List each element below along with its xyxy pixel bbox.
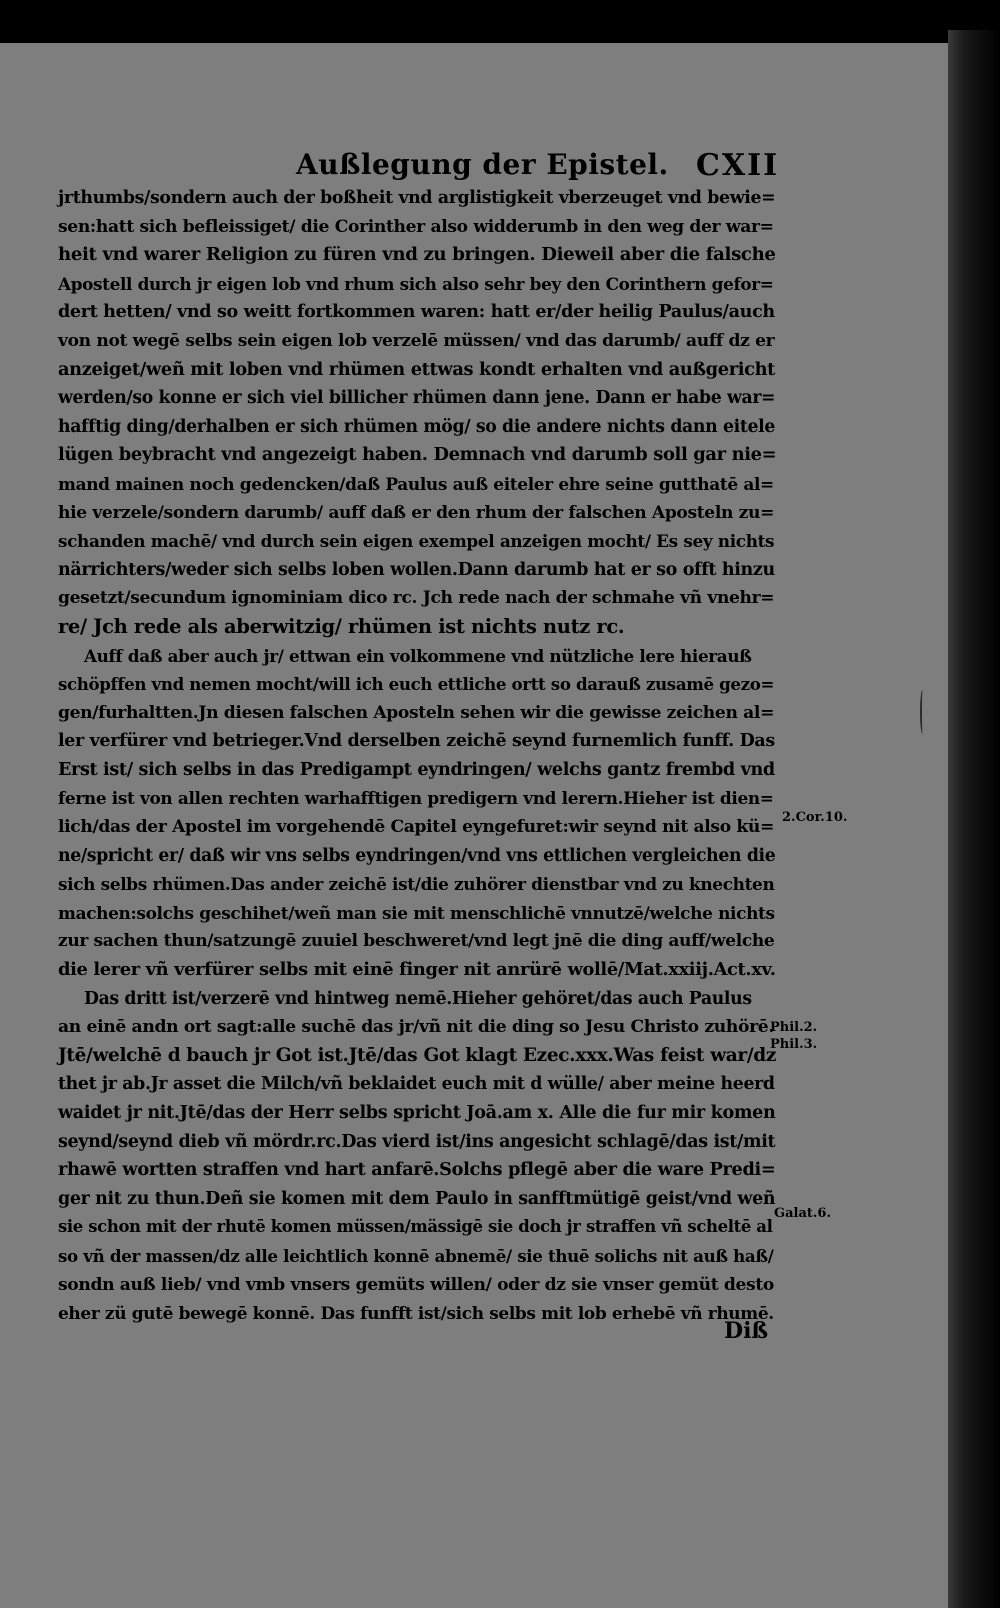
text-line: lügen beybracht vnd angezeigt haben. Demnach vnd darumb soll gar nie= — [58, 444, 777, 466]
text-line: närrichters/weder sich selbs loben wollen.Dann darumb hat er so offt hinzu — [58, 559, 775, 580]
text-line: ler verfürer vnd betrieger.Vnd derselben zeichē seynd furnemlich funff. Das — [58, 731, 775, 752]
text-line: machen:solchs geschihet/weñ man sie mit menschlichē vnnutzē/welche nichts — [58, 902, 775, 923]
text-line: mand mainen noch gedencken/daß Paulus auß eiteler ehre seine gutthatē al= — [58, 473, 774, 494]
text-line: von not wegē selbs sein eigen lob verzelē müssen/ vnd das darumb/ auff dz er — [58, 330, 775, 351]
text-line: jrthumbs/sondern auch der boßheit vnd arglistigkeit vberzeuget vnd bewie= — [58, 188, 776, 208]
text-line: schöpffen vnd nemen mocht/will ich euch ettliche ortt so darauß zusamē gezo= — [58, 674, 775, 695]
margin-note: Phil.2. — [770, 1020, 818, 1035]
text-line: Auff daß aber auch jr/ ettwan ein volkommene vnd nützliche lere hierauß — [84, 645, 752, 666]
text-line: seynd/seynd dieb vñ mördr.rc.Das vierd ist/ins angesicht schlagē/das ist/mit — [58, 1131, 776, 1152]
margin-note: 2.Cor.10. — [782, 810, 848, 825]
text-line: lich/das der Apostel im vorgehendē Capitel eyngefuret:wir seynd nit also kü= — [58, 817, 774, 838]
running-head-title: Außlegung der Epistel. — [296, 148, 669, 181]
text-line: die lerer vñ verfürer selbs mit einē finger nit anrürē wollē/Mat.xxiij.Act.xv. — [58, 959, 776, 981]
margin-note: Phil.3. — [770, 1037, 818, 1052]
text-line: so vñ der massen/dz alle leichtlich konnē abnemē/ sie thuē solichs nit auß haß/ — [58, 1245, 774, 1266]
text-line: waidet jr nit.Jtē/das der Herr selbs spricht Joā.am x. Alle die fur mir komen — [58, 1102, 776, 1123]
text-line: sich selbs rhümen.Das ander zeichē ist/die zuhörer dienstbar vnd zu knechten — [58, 874, 775, 895]
body-text — [58, 184, 778, 1328]
text-line: sie schon mit der rhutē komen müssen/mässigē sie doch jr straffen vñ scheltē al — [58, 1217, 773, 1237]
text-line: re/ Jch rede als aberwitzig/ rhümen ist nichts nutz rc. — [58, 614, 625, 638]
text-line: Erst ist/ sich selbs in das Predigampt eyndringen/ welchs gantz frembd vnd — [58, 758, 775, 780]
text-line: Apostell durch jr eigen lob vnd rhum sich also sehr bey den Corinthern gefor= — [58, 273, 774, 294]
text-line: zur sachen thun/satzungē zuuiel beschweret/vnd legt jnē die ding auff/welche — [58, 931, 775, 952]
text-line: ne/spricht er/ daß wir vns selbs eyndringen/vnd vns ettlichen vergleichen die — [58, 845, 776, 866]
text-line: an einē andn ort sagt:alle suchē das jr/vñ nit die ding so Jesu Christo zuhörē. — [58, 1017, 775, 1038]
catchword: Diß — [724, 1318, 769, 1344]
margin-note: Galat.6. — [774, 1206, 831, 1221]
text-line: gesetzt/secundum ignominiam dico rc. Jch rede nach der schmahe vñ vnehr= — [58, 588, 775, 609]
text-line: Das dritt ist/verzerē vnd hintweg nemē.Hieher gehöret/das auch Paulus — [84, 988, 752, 1009]
text-line: anzeiget/weñ mit loben vnd rhümen ettwas kondt erhalten vnd außgericht — [58, 358, 776, 380]
text-line: hie verzele/sondern darumb/ auff daß er den rhum der falschen Aposteln zu= — [58, 502, 775, 523]
text-line: rhawē wortten straffen vnd hart anfarē.Solchs pflegē aber die ware Predi= — [58, 1159, 776, 1181]
text-line: gen/furhaltten.Jn diesen falschen Aposteln sehen wir die gewisse zeichen al= — [58, 702, 775, 723]
text-line: heit vnd warer Religion zu füren vnd zu bringen. Dieweil aber die falsche — [58, 244, 776, 266]
text-line: dert hetten/ vnd so weitt fortkommen waren: hatt er/der heilig Paulus/auch — [58, 302, 775, 323]
text-line: werden/so konne er sich viel billicher rhümen dann jene. Dann er habe war= — [58, 388, 776, 409]
text-line: hafftig ding/derhalben er sich rhümen mög/ so die andere nichts dann eitele — [58, 416, 775, 437]
text-line: eher zü gutē bewegē konnē. Das funfft ist/sich selbs mit lob erhebē vñ rhumē. — [58, 1303, 774, 1324]
text-line: ger nit zu thun.Deñ sie komen mit dem Paulo in sanfftmütigē geist/vnd weñ — [58, 1188, 776, 1209]
text-line: Jtē/welchē d bauch jr Got ist.Jtē/das Got klagt Ezec.xxx.Was feist war/dz — [58, 1044, 777, 1066]
text-line: sen:hatt sich befleissiget/ die Corinther also widderumb in den weg der war= — [58, 216, 774, 237]
text-line: ferne ist von allen rechten warhafftigen predigern vnd lerern.Hieher ist dien= — [58, 788, 774, 809]
margin-mark — [920, 690, 925, 734]
text-line: thet jr ab.Jr asset die Milch/vñ beklaidet euch mit d wülle/ aber meine heerd — [58, 1074, 775, 1095]
text-line: sondn auß lieb/ vnd vmb vnsers gemüts willen/ oder dz sie vnser gemüt desto — [58, 1274, 774, 1295]
folio-number: CXII — [696, 148, 780, 183]
book-edge — [948, 30, 1000, 1608]
text-line: schanden machē/ vnd durch sein eigen exempel anzeigen mocht/ Es sey nichts — [58, 531, 775, 552]
